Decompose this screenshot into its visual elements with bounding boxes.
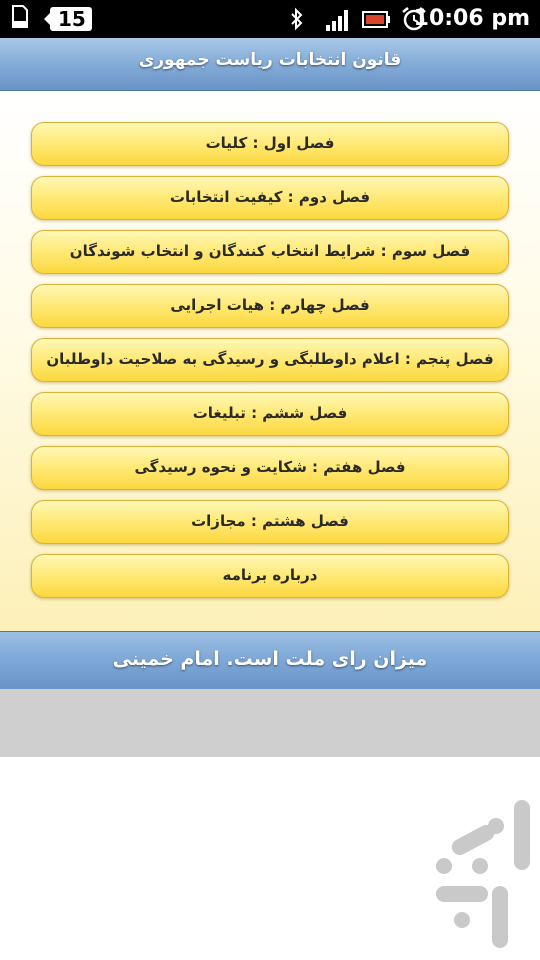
store-watermark-logo [432,800,532,952]
chapter-2-label: فصل دوم : کیفیت انتخابات [169,188,371,206]
chapter-5-button[interactable] [31,338,509,382]
about-app-button[interactable] [31,554,509,598]
notification-count-badge: 15 [50,7,92,31]
chapter-2-button[interactable] [31,176,509,220]
footer-quote-bar [0,631,540,690]
chapter-5-label: فصل پنجم : اعلام داوطلبگی و رسیدگی به صلاحیت داوطلبان [46,350,494,368]
app-title-bar [0,38,540,91]
sd-card-icon [11,5,29,29]
chapter-7-button[interactable] [31,446,509,490]
chapter-6-button[interactable] [31,392,509,436]
chapter-8-label: فصل هشتم : مجازات [191,512,349,530]
bluetooth-icon [289,7,305,31]
signal-icon [325,9,351,31]
chapter-6-label: فصل ششم : تبلیغات [192,404,348,422]
clock-time: 10:06 pm [413,6,530,31]
chapter-3-button[interactable] [31,230,509,274]
about-app-label: درباره برنامه [222,566,318,584]
footer-quote: میزان رای ملت است. امام خمینی [112,648,428,670]
chapter-1-button[interactable] [31,122,509,166]
ad-placeholder-area [0,689,540,757]
battery-icon [362,11,390,28]
chapter-4-label: فصل چهارم : هیات اجرایی [170,296,370,314]
chapter-1-label: فصل اول : کلیات [205,134,335,152]
page-title: قانون انتخابات ریاست جمهوری [138,50,402,70]
chapter-menu [0,91,540,631]
chapter-7-label: فصل هفتم : شکایت و نحوه رسیدگی [134,458,406,476]
status-bar [0,0,540,38]
chapter-4-button[interactable] [31,284,509,328]
chapter-3-label: فصل سوم : شرایط انتخاب کنندگان و انتخاب شوندگان [69,242,471,260]
chapter-8-button[interactable] [31,500,509,544]
